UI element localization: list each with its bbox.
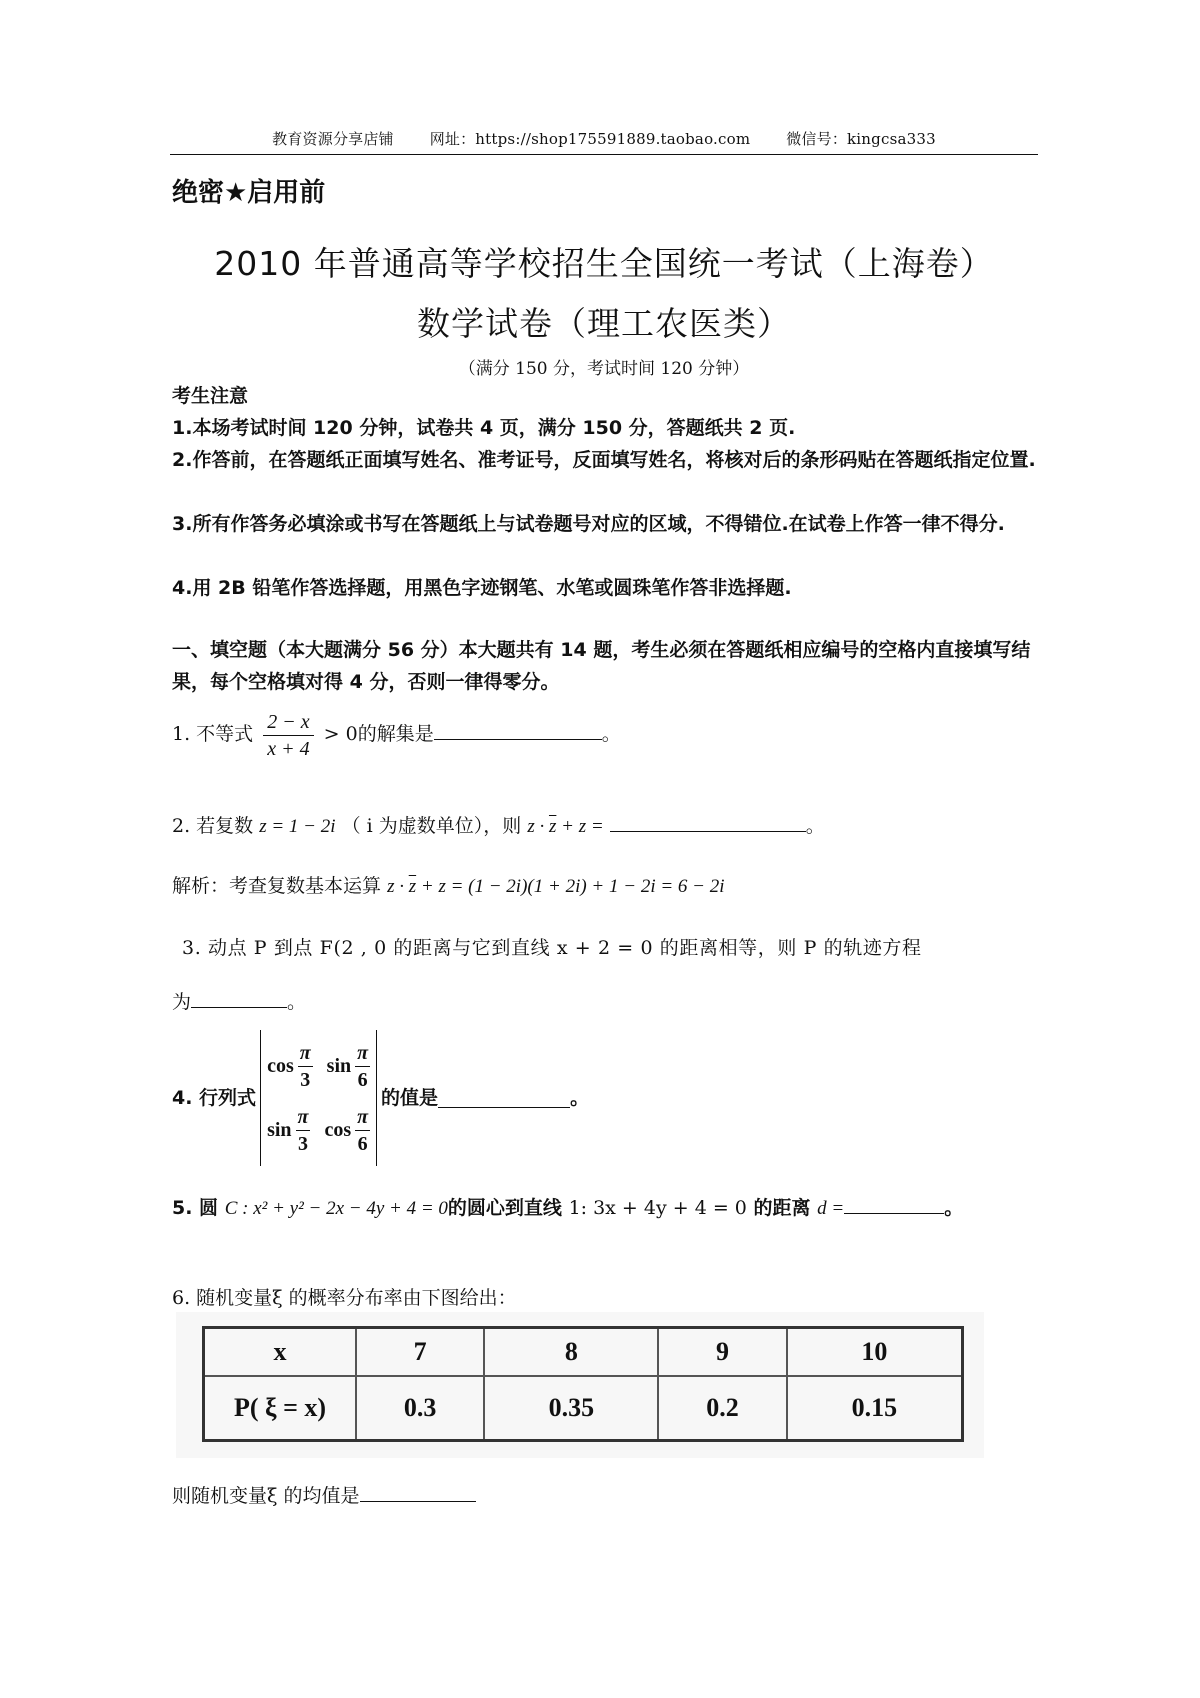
table-cell: 0.2 [658, 1376, 786, 1441]
table-value-row [204, 1376, 963, 1441]
table-cell: 0.15 [787, 1376, 963, 1441]
question-4 [172, 1030, 1040, 1166]
header-shop: 教育资源分享店铺 [272, 130, 394, 148]
det-cell-22-fn: cos [324, 1119, 352, 1141]
question-3-line-1: 3. 动点 P 到点 F(2 , 0 的距离与它到直线 x + 2 = 0 的距离相等，则 P 的轨迹方程 [182, 937, 922, 959]
det-cell-12-num: π [355, 1040, 370, 1067]
exam-subtitle: （满分 150 分，考试时间 120 分钟） [458, 359, 750, 379]
header-wechat: 微信号：kingcsa333 [786, 130, 936, 148]
q1-suffix: 的解集是 [357, 723, 434, 745]
q2-expr-conj: $\overline{z}$ [548, 816, 557, 837]
q2-expr-a: z · [527, 816, 549, 837]
q4-end: 。 [570, 1087, 590, 1109]
det-cell-22-num: π [355, 1104, 370, 1131]
q2-analysis [172, 870, 1040, 903]
header-rule [170, 154, 1038, 155]
q3-prefix: 为 [172, 991, 192, 1013]
q3-answer-blank[interactable] [191, 989, 287, 1008]
notice-item-1: 1.本场考试时间 120 分钟，试卷共 4 页，满分 150 分，答题纸共 2 页. [172, 417, 796, 439]
q5-suffix: 的距离 [753, 1197, 811, 1219]
header-url: 网址：https://shop175591889.taobao.com [429, 130, 751, 148]
q5-prefix: 5. 圆 [172, 1197, 219, 1219]
det-cell-22 [324, 1104, 370, 1157]
det-row-2 [267, 1098, 370, 1162]
q1-denominator: x + 4 [267, 737, 310, 760]
q6-after-text: 则随机变量ξ 的均值是 [172, 1485, 360, 1507]
det-cell-21-fn: sin [267, 1119, 292, 1141]
q3-end: 。 [287, 991, 307, 1013]
q5-answer-blank[interactable] [844, 1195, 944, 1214]
det-cell-22-frac [355, 1104, 370, 1157]
det-cell-11-frac [298, 1040, 313, 1093]
q2-analysis-expr-b: + z = (1 − 2i)(1 + 2i) + 1 − 2i = 6 − 2i [416, 876, 725, 897]
q5-line-equation: 1: 3x + 4y + 4 = 0 [568, 1197, 747, 1219]
q1-numerator: 2 − x [263, 709, 313, 736]
exam-title: 2010 年普通高等学校招生全国统一考试（上海卷） [214, 244, 994, 283]
q5-mid: 的圆心到直线 [447, 1197, 562, 1219]
q1-relation: > 0 [323, 723, 358, 745]
table-cell: 7 [356, 1328, 484, 1377]
q1-end: 。 [601, 723, 621, 745]
q4-determinant [260, 1030, 377, 1166]
notice-item-3: 3.所有作答务必填涂或书写在答题纸上与试卷题号对应的区域，不得错位.在试卷上作答一律不得分. [172, 513, 1005, 535]
q4-prefix: 4. 行列式 [172, 1087, 257, 1109]
q4-suffix: 的值是 [381, 1087, 439, 1109]
q5-circle-equation: C : x² + y² − 2x − 4y + 4 = 0 [224, 1198, 448, 1219]
det-cell-21 [267, 1104, 310, 1157]
question-3-line-2 [172, 986, 1040, 1018]
question-1 [172, 704, 1040, 764]
q6-answer-blank[interactable] [360, 1483, 476, 1502]
q2-answer-blank[interactable] [610, 813, 806, 832]
q2-expr-b: + z = [556, 816, 604, 837]
det-cell-22-den: 6 [357, 1132, 368, 1155]
det-cell-12-fn: sin [326, 1055, 352, 1077]
probability-table [202, 1326, 964, 1442]
q2-analysis-expr-a: z · [387, 876, 409, 897]
det-cell-12-frac [355, 1040, 370, 1093]
det-cell-21-den: 3 [297, 1132, 308, 1155]
question-2 [172, 810, 1040, 843]
table-cell: 8 [484, 1328, 658, 1377]
det-cell-21-frac [296, 1104, 311, 1157]
table-cell: x [204, 1328, 357, 1377]
table-cell: 10 [787, 1328, 963, 1377]
notice-heading: 考生注意 [172, 385, 249, 407]
table-cell: 9 [658, 1328, 786, 1377]
det-cell-12 [327, 1040, 370, 1093]
q4-answer-blank[interactable] [438, 1089, 570, 1108]
q2-prefix: 2. 若复数 [172, 815, 254, 837]
secret-mark: 绝密★启用前 [172, 178, 326, 208]
det-cell-12-den: 6 [357, 1068, 368, 1091]
q5-d: d = [817, 1198, 845, 1219]
table-cell: P( ξ = x) [204, 1376, 357, 1441]
q5-end: 。 [944, 1197, 964, 1219]
table-cell: 0.35 [484, 1376, 658, 1441]
table-cell: 0.3 [356, 1376, 484, 1441]
page-header [170, 128, 1038, 149]
question-6-after [172, 1480, 1040, 1512]
table-header-row [204, 1328, 963, 1377]
q1-fraction [263, 709, 313, 762]
det-cell-11 [267, 1040, 313, 1093]
det-row-1 [267, 1034, 370, 1098]
det-cell-11-den: 3 [300, 1068, 311, 1091]
det-cell-11-num: π [298, 1040, 313, 1067]
q2-equation: z = 1 − 2i [259, 816, 336, 837]
notice-item-2: 2.作答前，在答题纸正面填写姓名、准考证号，反面填写姓名，将核对后的条形码贴在答题纸指定位置. [172, 449, 1036, 471]
question-6: 6. 随机变量ξ 的概率分布率由下图给出： [172, 1287, 517, 1309]
notice-item-4: 4.用 2B 铅笔作答选择题，用黑色字迹钢笔、水笔或圆珠笔作答非选择题. [172, 577, 792, 599]
det-cell-11-fn: cos [267, 1055, 294, 1077]
q2-paren: （ i 为虚数单位），则 [341, 815, 522, 837]
q2-analysis-prefix: 解析：考查复数基本运算 [172, 875, 382, 897]
q2-analysis-conj: $\overline{z}$ [408, 876, 417, 897]
det-cell-21-num: π [296, 1104, 311, 1131]
exam-subject: 数学试卷（理工农医类） [417, 304, 791, 343]
section-1-intro: 一、填空题（本大题满分 56 分）本大题共有 14 题，考生必须在答题纸相应编号的空格内直接填写结果，每个空格填对得 4 分，否则一律得零分。 [172, 639, 1031, 693]
question-5 [172, 1192, 1040, 1225]
q2-end: 。 [805, 815, 825, 837]
q1-prefix: 1. 不等式 [172, 723, 254, 745]
q1-answer-blank[interactable] [434, 721, 602, 740]
